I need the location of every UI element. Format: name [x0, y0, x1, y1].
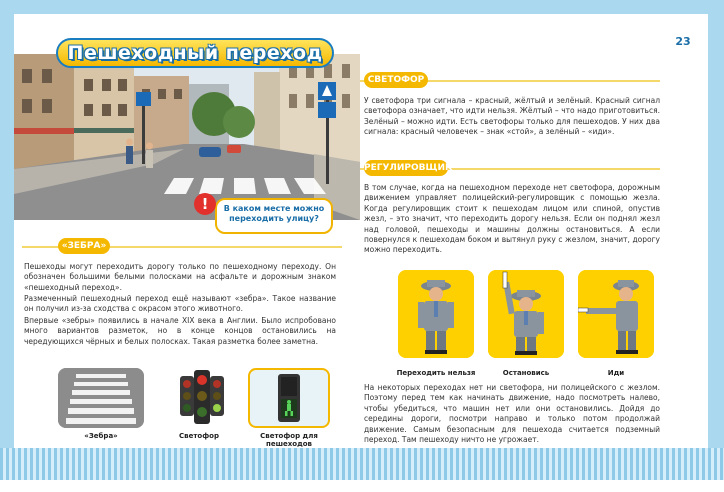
caption-traffic-light: Светофор [179, 432, 219, 440]
caption-go: Иди [607, 369, 625, 377]
officer-card-stop [488, 270, 564, 358]
section-label-traffic-light: СВЕТОФОР [364, 72, 428, 88]
question-text: В каком месте можно переходить улицу? [223, 204, 325, 223]
zebra-paragraph-1: Пешеходы могут переходить дорогу только по пешеходному переходу. Он обозначен большими белыми полосками на асфальте и дорожным знаком «пешеходный переход». [24, 262, 336, 292]
zebra-paragraph-3: Впервые «зебры» появились в начале XIX века в Англии. Было испробовано много вариантов разметок, но в конце концов остановились на чередующихся чёрных и белых полосках. Такая разметка более заметна. [24, 316, 336, 346]
caption-stop: Остановись [502, 369, 550, 377]
street-photo [14, 54, 360, 220]
caption-no-crossing: Переходить нельзя [396, 369, 476, 377]
street-illustration [14, 54, 360, 220]
officer-card-no-crossing [398, 270, 474, 358]
exclamation-icon: ! [194, 193, 216, 215]
page-number: 23 [671, 30, 695, 54]
frame-top [0, 0, 724, 14]
section-label-zebra: «ЗЕБРА» [58, 238, 110, 254]
zebra-paragraph-2: Размеченный пешеходный переход ещё называют «зебра». Такое название он получил из-за сходства с окрасом этого животного. [24, 294, 336, 314]
traffic-light-image [158, 368, 240, 428]
officer-paragraph: В том случае, когда на пешеходном переходе нет светофора, дорожным движением управляет полицейский-регулировщик с помощью жезла. Когда регулировщик стоит к пешеходам лицом или спиной, опустив жезл, – это значит, что переходить дорогу нельзя. Если он поднял жезл над головой, пешеходы и машины должны остановиться. А если повернулся к пешеходам боком и вытянул руку с жезлом, значит, дорогу можно переходить. [364, 183, 660, 255]
pedestrian-light-image [248, 368, 330, 428]
caption-zebra: «Зебра» [84, 432, 118, 440]
frame-left [0, 0, 14, 492]
frame-right [708, 0, 724, 492]
officer-card-go [578, 270, 654, 358]
caption-pedestrian-light: Светофор для пешеходов [260, 432, 318, 448]
page-title: Пешеходный переход [67, 42, 323, 64]
section-label-officer: РЕГУЛИРОВЩИК [364, 160, 448, 176]
safety-paragraph: На некоторых переходах нет ни светофора, ни полицейского с жезлом. Поэтому перед тем как начинать движение, надо посмотреть налево, чтобы убедиться, что машин нет или они остановились. Дойдя до середины дороги, посмотри направо и только потом продолжай движение. Самым безопасным для пешехода считается подземный переход. Там пешеходу ничто не угрожает. [364, 383, 660, 445]
traffic-light-paragraph: У светофора три сигнала – красный, жёлтый и зелёный. Красный сигнал светофора означает, что идти нельзя. Жёлтый – что надо приготовиться. Зелёный – можно идти. Есть светофоры только для пешеходов. У них два сигнала: красный человечек – знак «стой», а зелёный – «иди». [364, 96, 660, 137]
question-bubble [215, 198, 333, 234]
zebra-crossing-image [58, 368, 144, 428]
page-bottom-margin [0, 480, 724, 492]
title-banner [56, 38, 334, 68]
